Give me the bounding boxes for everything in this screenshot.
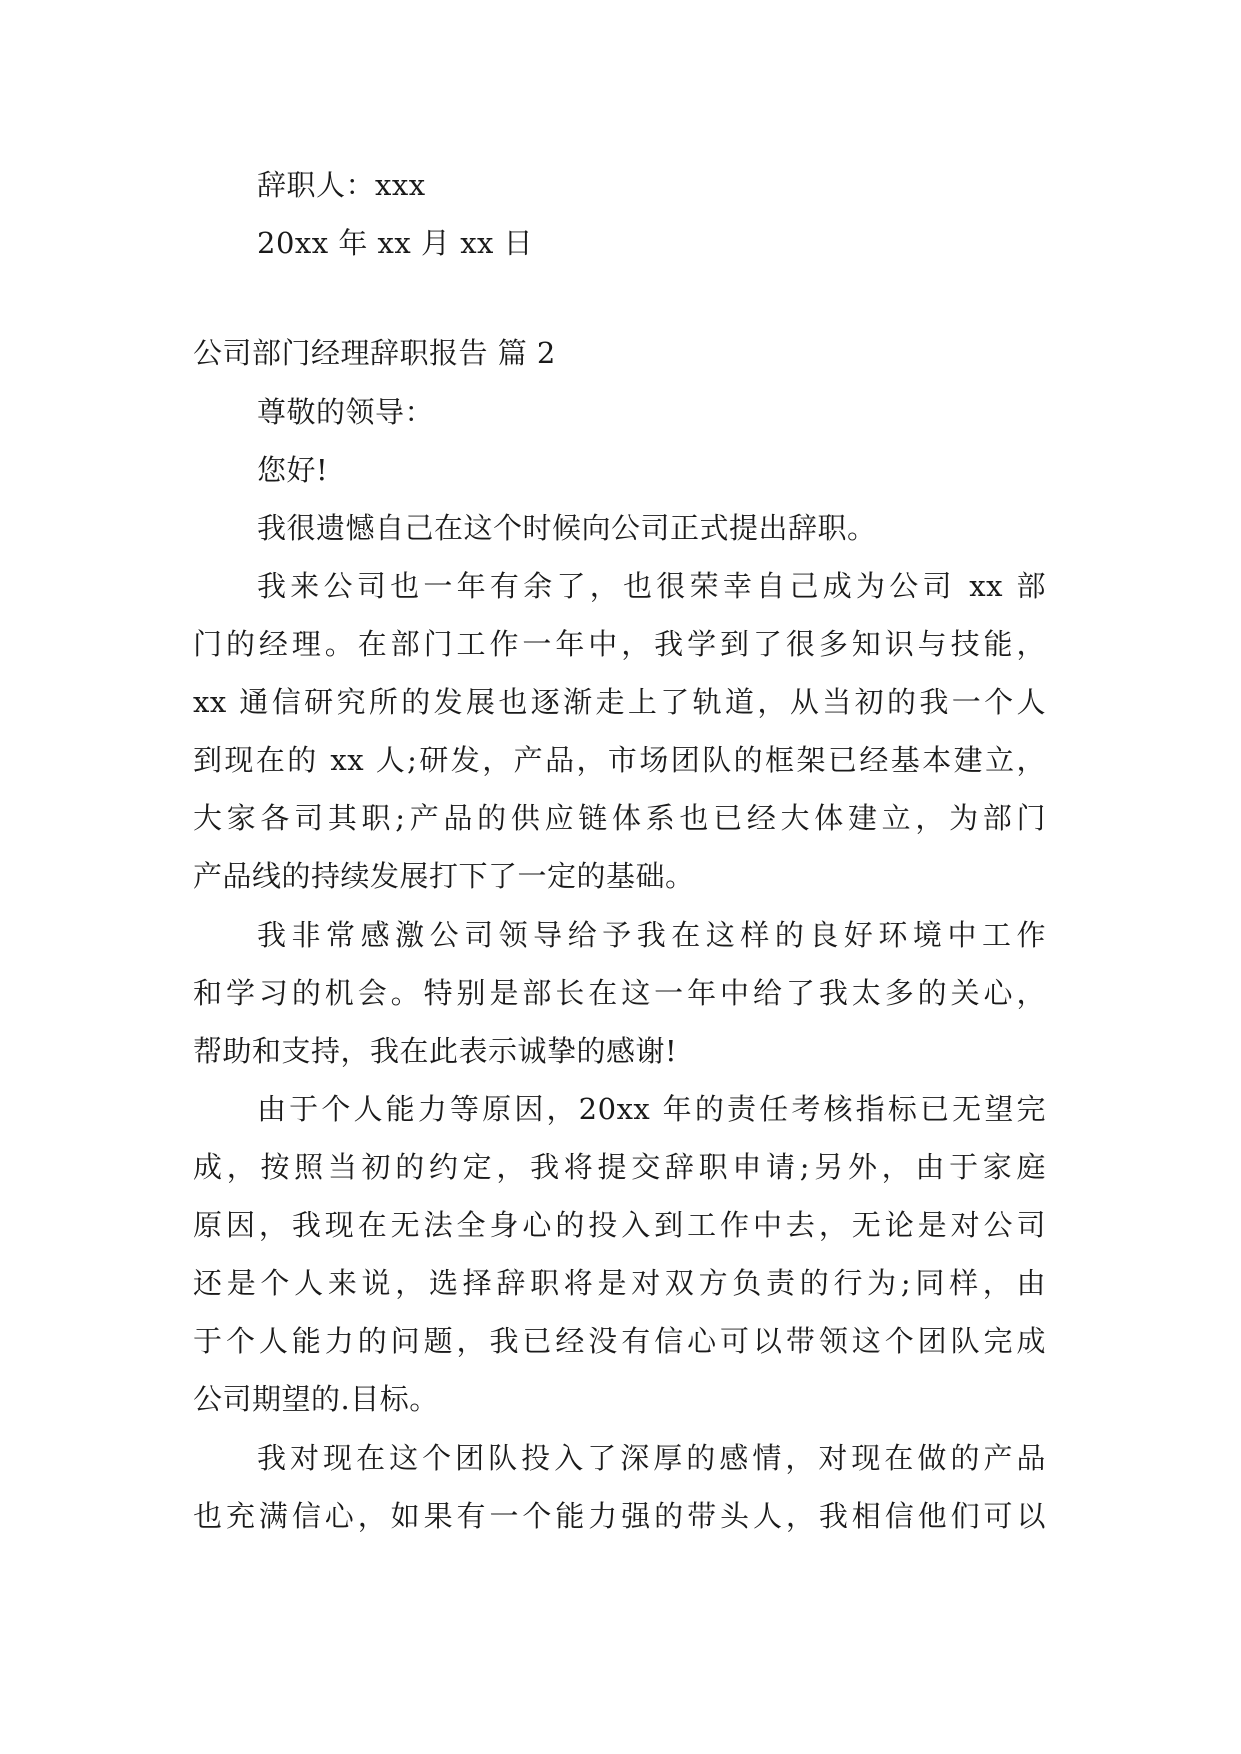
resigner-line: 辞职人：xxx — [257, 168, 426, 202]
paragraph-line: 成，按照当初的约定，我将提交辞职申请;另外，由于家庭 — [193, 1150, 1046, 1184]
paragraph-line: 我对现在这个团队投入了深厚的感情，对现在做的产品 — [257, 1441, 1046, 1475]
paragraph-line: 大家各司其职;产品的供应链体系也已经大体建立，为部门 — [193, 801, 1046, 835]
paragraph-line: 公司期望的.目标。 — [193, 1382, 439, 1416]
paragraph-line: 于个人能力的问题，我已经没有信心可以带领这个团队完成 — [193, 1324, 1046, 1358]
date-line: 20xx 年 xx 月 xx 日 — [257, 226, 534, 260]
greeting: 您好! — [257, 453, 329, 487]
paragraph-line: 门的经理。在部门工作一年中，我学到了很多知识与技能， — [193, 627, 1046, 661]
paragraph-line: 也充满信心，如果有一个能力强的带头人，我相信他们可以 — [193, 1499, 1046, 1533]
paragraph-line: 我很遗憾自己在这个时候向公司正式提出辞职。 — [257, 511, 877, 545]
paragraph-line: 和学习的机会。特别是部长在这一年中给了我太多的关心， — [193, 976, 1046, 1010]
paragraph-line: 产品线的持续发展打下了一定的基础。 — [193, 859, 695, 893]
paragraph-line: 到现在的 xx 人;研发，产品，市场团队的框架已经基本建立， — [193, 743, 1046, 777]
paragraph-line: 还是个人来说，选择辞职将是对双方负责的行为;同样，由 — [193, 1266, 1046, 1300]
paragraph-line: 我来公司也一年有余了，也很荣幸自己成为公司 xx 部 — [257, 569, 1046, 603]
paragraph-line: xx 通信研究所的发展也逐渐走上了轨道，从当初的我一个人 — [193, 685, 1046, 719]
paragraph-line: 原因，我现在无法全身心的投入到工作中去，无论是对公司 — [193, 1208, 1046, 1242]
paragraph-line: 由于个人能力等原因，20xx 年的责任考核指标已无望完 — [257, 1092, 1046, 1126]
salutation: 尊敬的领导： — [257, 395, 435, 429]
paragraph-line: 帮助和支持，我在此表示诚挚的感谢! — [193, 1034, 678, 1068]
paragraph-line: 我非常感激公司领导给予我在这样的良好环境中工作 — [257, 918, 1046, 952]
section-heading: 公司部门经理辞职报告 篇 2 — [193, 336, 556, 370]
